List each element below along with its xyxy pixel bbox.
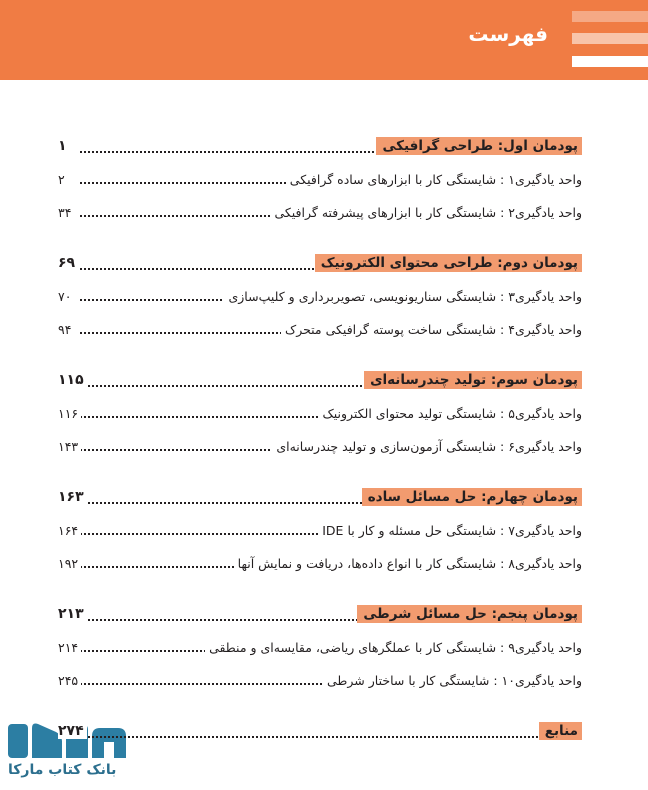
toc-unit-title: واحد یادگیری۸ : شایستگی کار با انواع داده‌ها، دریافت و نمایش آنها [234,556,582,571]
page-number: ۲۷۴ [58,723,87,739]
toc-unit-title: واحد یادگیری۳ : شایستگی سناریونویسی، تصویربرداری و کلیپ‌سازی [224,289,582,304]
toc-module-title: پودمان چهارم: حل مسائل ساده [362,488,582,506]
page-number: ۱ [58,138,70,154]
toc-module-title: منابع [539,722,582,740]
toc-unit-row[interactable] [58,169,582,193]
toc-module-title: پودمان دوم: طراحی محتوای الکترونیک [315,254,582,272]
toc-module-row[interactable] [58,136,582,160]
page-number: ۳۴ [58,205,74,220]
toc-unit-row[interactable] [58,553,582,577]
header-stripe [572,33,648,44]
page-number: ۱۶۳ [58,489,87,505]
header-banner [0,0,648,80]
toc-module-row[interactable] [58,604,582,628]
toc-unit-title: واحد یادگیری۹ : شایستگی کار با عملگرهای ریاضی، مقایسه‌ای و منطقی [205,640,582,655]
header-stripe [572,56,648,67]
toc-unit-row[interactable] [58,403,582,427]
toc-unit-row[interactable] [58,319,582,343]
toc-unit-row[interactable] [58,637,582,661]
toc-unit-row[interactable] [58,436,582,460]
toc-unit-title: واحد یادگیری۷ : شایستگی حل مسئله و کار با IDE [318,523,582,538]
page-number: ۲۱۳ [58,606,87,622]
toc-unit-row[interactable] [58,286,582,310]
page-number: ۱۴۳ [58,439,81,454]
toc-unit-title: واحد یادگیری۱۰ : شایستگی کار با ساختار شرطی [323,673,582,688]
toc-unit-title: واحد یادگیری۶ : شایستگی آزمون‌سازی و تولید چندرسانه‌ای [272,439,582,454]
page-title: فهرست [468,22,548,46]
toc-unit-title: واحد یادگیری۱ : شایستگی کار با ابزارهای ساده گرافیکی [286,172,582,187]
page-number: ۱۱۶ [58,406,81,421]
page-number: ۲۴۵ [58,673,81,688]
toc-module-title: پودمان اول: طراحی گرافیکی [376,137,582,155]
page-number: ۱۹۲ [58,556,81,571]
toc-module-title: پودمان سوم: تولید چندرسانه‌ای [364,371,582,389]
page-number: ۹۴ [58,322,74,337]
page-number: ۲۱۴ [58,640,81,655]
watermark-caption: بانک کتاب مارکا [8,762,117,778]
header-stripe [572,11,648,22]
toc-module-row[interactable] [58,253,582,277]
page-number: ۲ [58,172,68,187]
toc-module-row[interactable] [58,487,582,511]
dot-leader [80,736,542,738]
page-number: ۶۹ [58,255,78,271]
toc-unit-title: واحد یادگیری۴ : شایستگی ساخت پوسته گرافیکی متحرک [281,322,582,337]
toc-unit-row[interactable] [58,520,582,544]
toc-unit-title: واحد یادگیری۵ : شایستگی تولید محتوای الکترونیک [319,406,583,421]
page-number: ۱۱۵ [58,372,87,388]
toc-module-title: پودمان پنجم: حل مسائل شرطی [357,605,582,623]
toc-unit-title: واحد یادگیری۲ : شایستگی کار با ابزارهای پیشرفته گرافیکی [270,205,582,220]
toc-references-row[interactable] [58,721,582,745]
page-number: ۱۶۴ [58,523,81,538]
toc-unit-row[interactable] [58,202,582,226]
page-number: ۷۰ [58,289,74,304]
toc-unit-row[interactable] [58,670,582,694]
toc-module-row[interactable] [58,370,582,394]
